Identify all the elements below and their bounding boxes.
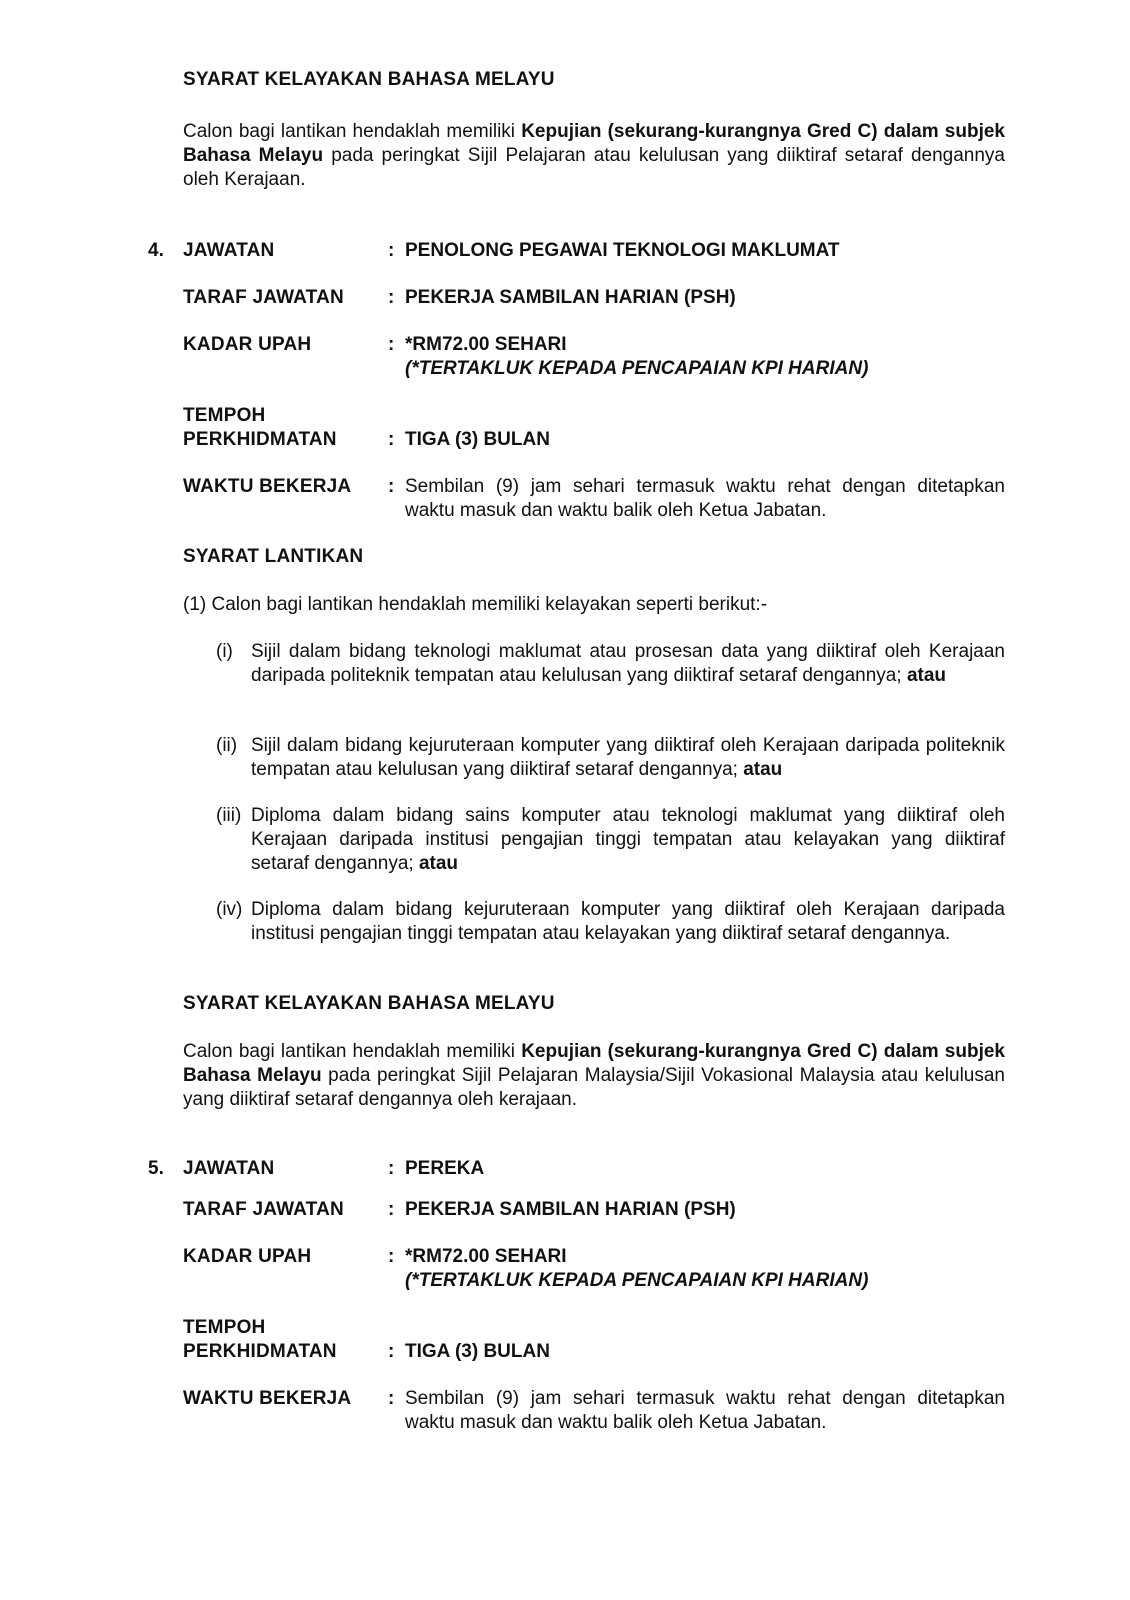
item-body: Sijil dalam bidang teknologi maklumat atau prosesan data yang diiktiraf oleh Kerajaan daripada politeknik tempatan atau kelulusan yang diiktiraf setaraf dengannya; [251, 641, 1005, 686]
tempoh-value: TIGA (3) BULAN [405, 1341, 550, 1362]
waktu-bekerja-value: Sembilan (9) jam sehari termasuk waktu rehat dengan ditetapkan waktu masuk dan waktu balik oleh Ketua Jabatan. [405, 1388, 1005, 1433]
bm-para-text-end: pada peringkat Sijil Pelajaran Malaysia/Sijil Vokasional Malaysia atau kelulusan yang diiktiraf setaraf dengannya oleh kerajaan. [183, 1065, 1005, 1110]
taraf-jawatan-value: PEKERJA SAMBILAN HARIAN (PSH) [405, 287, 736, 308]
item-conjunction: atau [743, 759, 783, 780]
kadar-upah-value: *RM72.00 SEHARI [405, 1246, 567, 1267]
item-text [251, 734, 1005, 782]
kadar-upah-label: KADAR UPAH [183, 1246, 312, 1267]
colon: : [388, 1199, 395, 1220]
tempoh-value: TIGA (3) BULAN [405, 429, 550, 450]
bm-para-bold: Kepujian (sekurang-kurangnya Gred C) dalam subjek Bahasa Melayu [183, 1041, 1005, 1086]
colon: : [388, 1158, 395, 1179]
kadar-upah-label: KADAR UPAH [183, 334, 312, 355]
item-body: Sijil dalam bidang kejuruteraan komputer yang diiktiraf oleh Kerajaan daripada politeknik tempatan atau kelulusan yang diiktiraf setaraf dengannya; [251, 735, 1005, 780]
bm-requirement-heading: SYARAT KELAYAKAN BAHASA MELAYU [183, 993, 555, 1014]
item-body: Diploma dalam bidang kejuruteraan komputer yang diiktiraf oleh Kerajaan daripada institusi pengajian tinggi tempatan atau kelayakan yang diiktiraf setaraf dengannya. [251, 899, 1005, 944]
jawatan-label: JAWATAN [183, 1158, 275, 1179]
kadar-upah-value: *RM72.00 SEHARI [405, 334, 567, 355]
syarat-lantikan-intro: (1) Calon bagi lantikan hendaklah memiliki kelayakan seperti berikut:- [183, 594, 768, 615]
syarat-lantikan-heading: SYARAT LANTIKAN [183, 546, 364, 567]
tempoh-label-line2: PERKHIDMATAN [183, 1341, 337, 1362]
jawatan-value: PEREKA [405, 1158, 485, 1179]
waktu-bekerja-label: WAKTU BEKERJA [183, 476, 352, 497]
bm-requirement-paragraph [183, 120, 1005, 192]
bm-para-bold: Kepujian (sekurang-kurangnya Gred C) dalam subjek Bahasa Melayu [183, 121, 1005, 166]
colon: : [388, 476, 395, 497]
taraf-jawatan-label: TARAF JAWATAN [183, 287, 344, 308]
section-number: 4. [148, 240, 164, 261]
tempoh-label-line1: TEMPOH [183, 405, 266, 426]
bm-para-text: Calon bagi lantikan hendaklah memiliki [183, 1041, 522, 1062]
item-text [251, 898, 1005, 946]
item-body: Diploma dalam bidang sains komputer atau teknologi maklumat yang diiktiraf oleh Kerajaan daripada institusi pengajian tinggi tempatan atau kelayakan yang diiktiraf setaraf dengannya; [251, 805, 1005, 874]
colon: : [388, 1388, 395, 1409]
colon: : [388, 240, 395, 261]
bm-para-text-end: pada peringkat Sijil Pelajaran atau kelulusan yang diiktiraf setaraf dengannya oleh Kerajaan. [183, 145, 1006, 190]
item-conjunction: atau [906, 665, 947, 686]
waktu-bekerja-label: WAKTU BEKERJA [183, 1388, 352, 1409]
item-numeral: (i) [216, 641, 233, 662]
kadar-upah-note: (*TERTAKLUK KEPADA PENCAPAIAN KPI HARIAN) [405, 358, 869, 379]
colon: : [388, 1246, 395, 1267]
waktu-bekerja-value: Sembilan (9) jam sehari termasuk waktu rehat dengan ditetapkan waktu masuk dan waktu balik oleh Ketua Jabatan. [405, 476, 1005, 521]
colon: : [388, 1341, 395, 1362]
section-number: 5. [148, 1158, 164, 1179]
tempoh-label-line2: PERKHIDMATAN [183, 429, 337, 450]
jawatan-value: PENOLONG PEGAWAI TEKNOLOGI MAKLUMAT [405, 240, 840, 261]
bm-requirement-heading: SYARAT KELAYAKAN BAHASA MELAYU [183, 69, 555, 90]
item-numeral: (iii) [216, 805, 242, 826]
tempoh-label-line1: TEMPOH [183, 1317, 266, 1338]
bm-requirement-paragraph [183, 1040, 1005, 1112]
item-text [251, 640, 1005, 688]
item-numeral: (iv) [216, 899, 243, 920]
item-text [251, 804, 1005, 876]
colon: : [388, 334, 395, 355]
colon: : [388, 429, 395, 450]
kadar-upah-note: (*TERTAKLUK KEPADA PENCAPAIAN KPI HARIAN) [405, 1270, 869, 1291]
taraf-jawatan-label: TARAF JAWATAN [183, 1199, 344, 1220]
colon: : [388, 287, 395, 308]
jawatan-label: JAWATAN [183, 240, 275, 261]
taraf-jawatan-value: PEKERJA SAMBILAN HARIAN (PSH) [405, 1199, 736, 1220]
item-numeral: (ii) [216, 735, 238, 756]
item-conjunction: atau [418, 853, 459, 874]
bm-para-text: Calon bagi lantikan hendaklah memiliki [183, 121, 522, 142]
